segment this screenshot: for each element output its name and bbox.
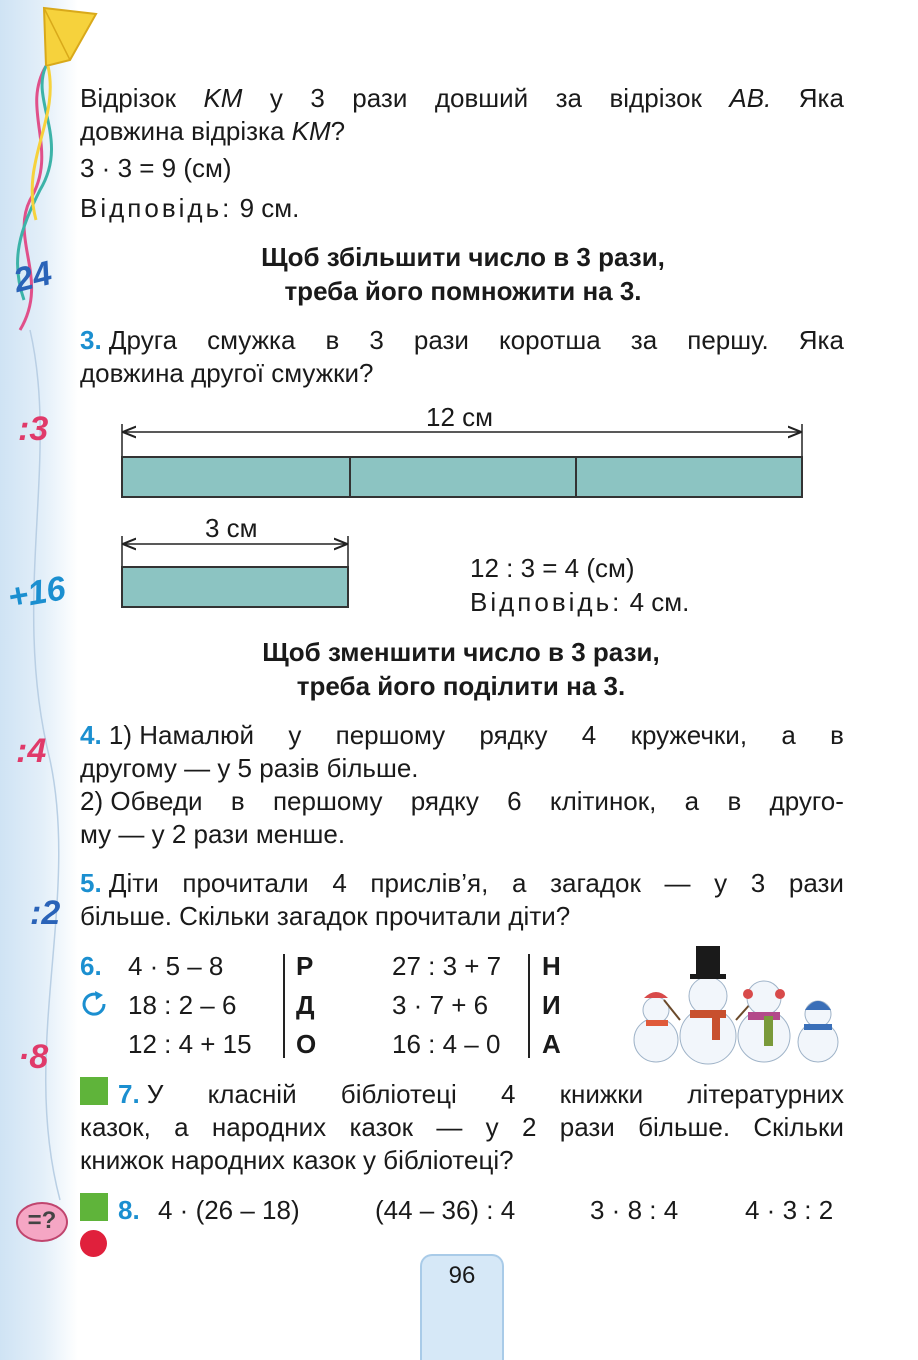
task6-divider-1 [283, 954, 285, 1058]
side-number-div4: :4 [16, 732, 47, 770]
task6-expr-4: 27 : 3 + 7 [392, 951, 502, 981]
snowman-4 [798, 1001, 838, 1062]
task7-text: 7. У класній бібліотеці 4 книжки літературних казок, а народних казок — у 2 рази більше. Скільки книжок народних казок у бібліотеці? [80, 1079, 844, 1175]
task6-letter-6: А [542, 1029, 561, 1059]
task8-expr-2: (44 – 36) : 4 [375, 1195, 516, 1225]
snowman-1 [634, 992, 678, 1062]
side-number-mul8: ·8 [18, 1038, 49, 1076]
task6-divider-2 [528, 954, 530, 1058]
task6-letter-3: О [296, 1029, 317, 1059]
task8-expr-1: 4 · (26 – 18) [158, 1195, 300, 1225]
rule-multiply: Щоб збільшити число в 3 рази, треба його помножити на 3. [261, 242, 665, 306]
task7-number: 7. [118, 1079, 140, 1109]
task4-text: 4. 1) Намалюй у першому рядку 4 кружечки, а в другому — у 5 разів більше. 2) Обведи в першому рядку 6 клітинок, а в друго- му — у 2 рази менше. [80, 720, 844, 849]
task6-expr-3: 12 : 4 + 15 [128, 1029, 252, 1059]
intro-calculation: 3 · 3 = 9 (см) [80, 153, 232, 183]
task6-expr-1: 4 · 5 – 8 [128, 951, 224, 981]
side-number-div3: :3 [18, 410, 49, 448]
task3-answer: Відповідь: 4 см. [470, 587, 690, 617]
task5-number: 5. [80, 868, 102, 898]
check-bubble: =? [16, 1202, 68, 1242]
intro-text: Відрізок KM у 3 рази довший за відрізок AB. Яка довжина відрізка KM? [80, 83, 844, 146]
page-number: 96 [448, 1262, 476, 1289]
task8-expr-3: 3 · 8 : 4 [590, 1195, 679, 1225]
rule-divide: Щоб зменшити число в 3 рази, треба його поділити на 3. [262, 637, 660, 701]
task6-expr-6: 16 : 4 – 0 [392, 1029, 501, 1059]
green-square-icon [80, 1193, 108, 1221]
snowman-3 [738, 981, 790, 1062]
task6-expr-2: 18 : 2 – 6 [128, 990, 237, 1020]
side-number-24: 24 [9, 254, 56, 301]
task6-letter-2: Д [296, 990, 315, 1020]
task8-number: 8. [118, 1195, 140, 1225]
task6-letter-1: Р [296, 951, 314, 981]
side-number-plus16: +16 [5, 569, 69, 617]
task8-expr-4: 4 · 3 : 2 [745, 1195, 834, 1225]
task4-number: 4. [80, 720, 102, 750]
task3-text: 3. Друга смужка в 3 рази коротша за першу. Яка довжина другої смужки? [80, 325, 844, 388]
task3-calculation: 12 : 3 = 4 (см) [470, 553, 635, 583]
red-dot-icon [80, 1230, 107, 1257]
short-strip [121, 566, 349, 608]
task6-letter-5: И [542, 990, 561, 1020]
long-strip [121, 456, 803, 498]
side-number-div2: :2 [30, 894, 61, 932]
task6-number: 6. [80, 951, 102, 981]
cycle-icon [80, 990, 108, 1018]
short-strip-label: 3 см [205, 513, 258, 543]
intro-answer: Відповідь: 9 см. [80, 193, 300, 223]
long-strip-label: 12 см [426, 402, 494, 432]
task3-number: 3. [80, 325, 102, 355]
task6-letter-4: Н [542, 951, 561, 981]
task6-expr-5: 3 · 7 + 6 [392, 990, 489, 1020]
snowmen-illustration [628, 940, 848, 1066]
task5-text: 5. Діти прочитали 4 прислів’я, а загадок — у 3 рази більше. Скільки загадок прочитали діти? [80, 868, 844, 931]
